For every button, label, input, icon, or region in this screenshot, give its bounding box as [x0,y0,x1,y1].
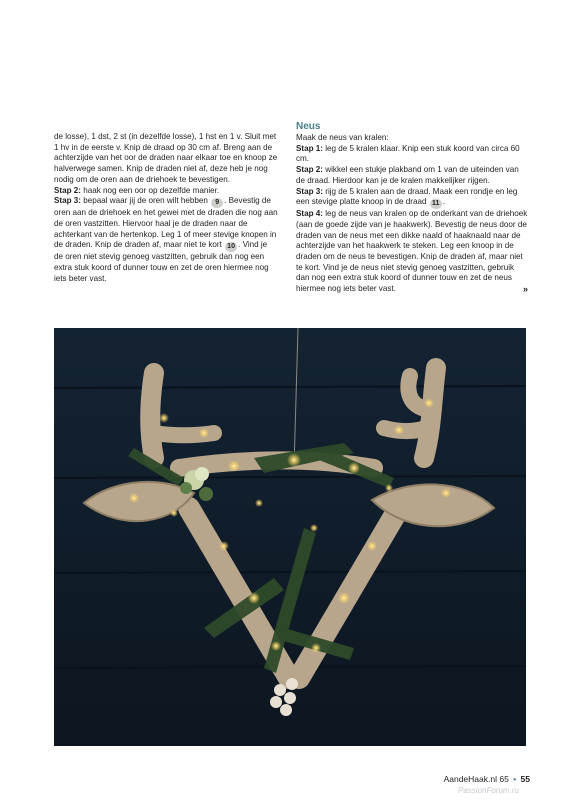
neus-step-1 [296,144,528,165]
neus-step-1-text: leg de 5 kralen klaar. Knip een stuk koord van circa 60 cm. [296,143,520,164]
neus-step-4 [296,209,528,295]
right-text-column [296,121,528,295]
right-antler-branch [384,428,426,431]
left-step-2 [54,186,278,197]
left-step-3 [54,196,278,284]
step-badge-9: 9 [211,198,223,208]
crocheted-reindeer-head-wreath-photo [54,328,526,746]
step-3-text-b: . Bevestig de oren aan de driehoek en het gewei met de draden die nog aan de oren vastzitten. Hiervoor haal je de draden naar de achterkant van de hertenkop. Leg 1 of meer stevige knopen in de draden. Knip de draden af, maar niet te kort [54,196,278,250]
neus-step-3 [296,187,528,210]
neus-step-4-text: leg de neus van kralen op de onderkant van de driehoek (aan de goede zijde van je haakwerk). Bevestig de neus door de draden van de neus met een dikke naald of haaknaald naar de achterzijde van het haakwerk te steken. Leg een knoop in de draden om de neus te bevestigen. Knip de draden af, maar niet te kort. Vind je de neus niet stevig genoeg vastzitten, gebruik dan nog een extra stuk koord of dunner touw en zet de neus hiermee nog iets beter vast. [296,209,528,294]
page-number: 55 [520,774,530,784]
left-antler-stem [150,373,154,458]
neus-step-4-label: Stap 4: [296,209,323,219]
neus-step-2-text: wikkel een stukje plakband om 1 van de uiteinden van de draad. Hierdoor kan je de kralen makkelijker rijgen. [296,165,519,185]
neus-step-2-label: Stap 2: [296,165,323,175]
neus-intro: Maak de neus van kralen: [296,133,389,142]
footer-bullet: • [513,774,517,784]
continue-arrow-icon: » [522,284,528,295]
step-3-text-c: . Vind je de oren niet stevig genoeg vastzitten, gebruik dan nog een extra stuk koord of dunner touw en zet de oren hiermee nog iets beter vast. [54,240,269,283]
left-paragraph-1: de losse), 1 dst, 2 st (in dezelfde losse), 1 hst en 1 v. Sluit met 1 hv in de eerste v. Knip de draad op 30 cm af. Breng aan de achterzijde van het oor de draden naar elkaar toe en knoop ze halverwege samen. Knip de draden niet af, deze heb je nog nodig om de oren aan de driehoek te bevestigen. [54,132,278,184]
step-3-label: Stap 3: [54,196,81,206]
step-2-label: Stap 2: [54,185,81,195]
neus-step-3-text-b: . [442,197,445,207]
left-text-column [54,132,278,284]
neus-step-2 [296,165,528,186]
step-badge-11: 11 [430,199,442,209]
reindeer-wreath-illustration [54,328,526,746]
step-3-text-a: bepaal waar jij de oren wilt hebben [81,196,211,206]
neus-step-3-text-a: rijg de 5 kralen aan de draad. Maak een rondje en leg een stevige platte knoop in de draad [296,186,518,207]
page-footer [430,774,530,784]
neus-step-3-label: Stap 3: [296,186,323,196]
watermark: PassionForum.ru [458,786,519,795]
step-badge-10: 10 [225,242,237,252]
step-2-text: haak nog een oor op dezelfde manier. [81,185,220,195]
neus-step-1-label: Stap 1: [296,143,323,153]
footer-site: AandeHaak.nl 65 [443,774,509,784]
section-heading-neus: Neus [296,121,321,132]
